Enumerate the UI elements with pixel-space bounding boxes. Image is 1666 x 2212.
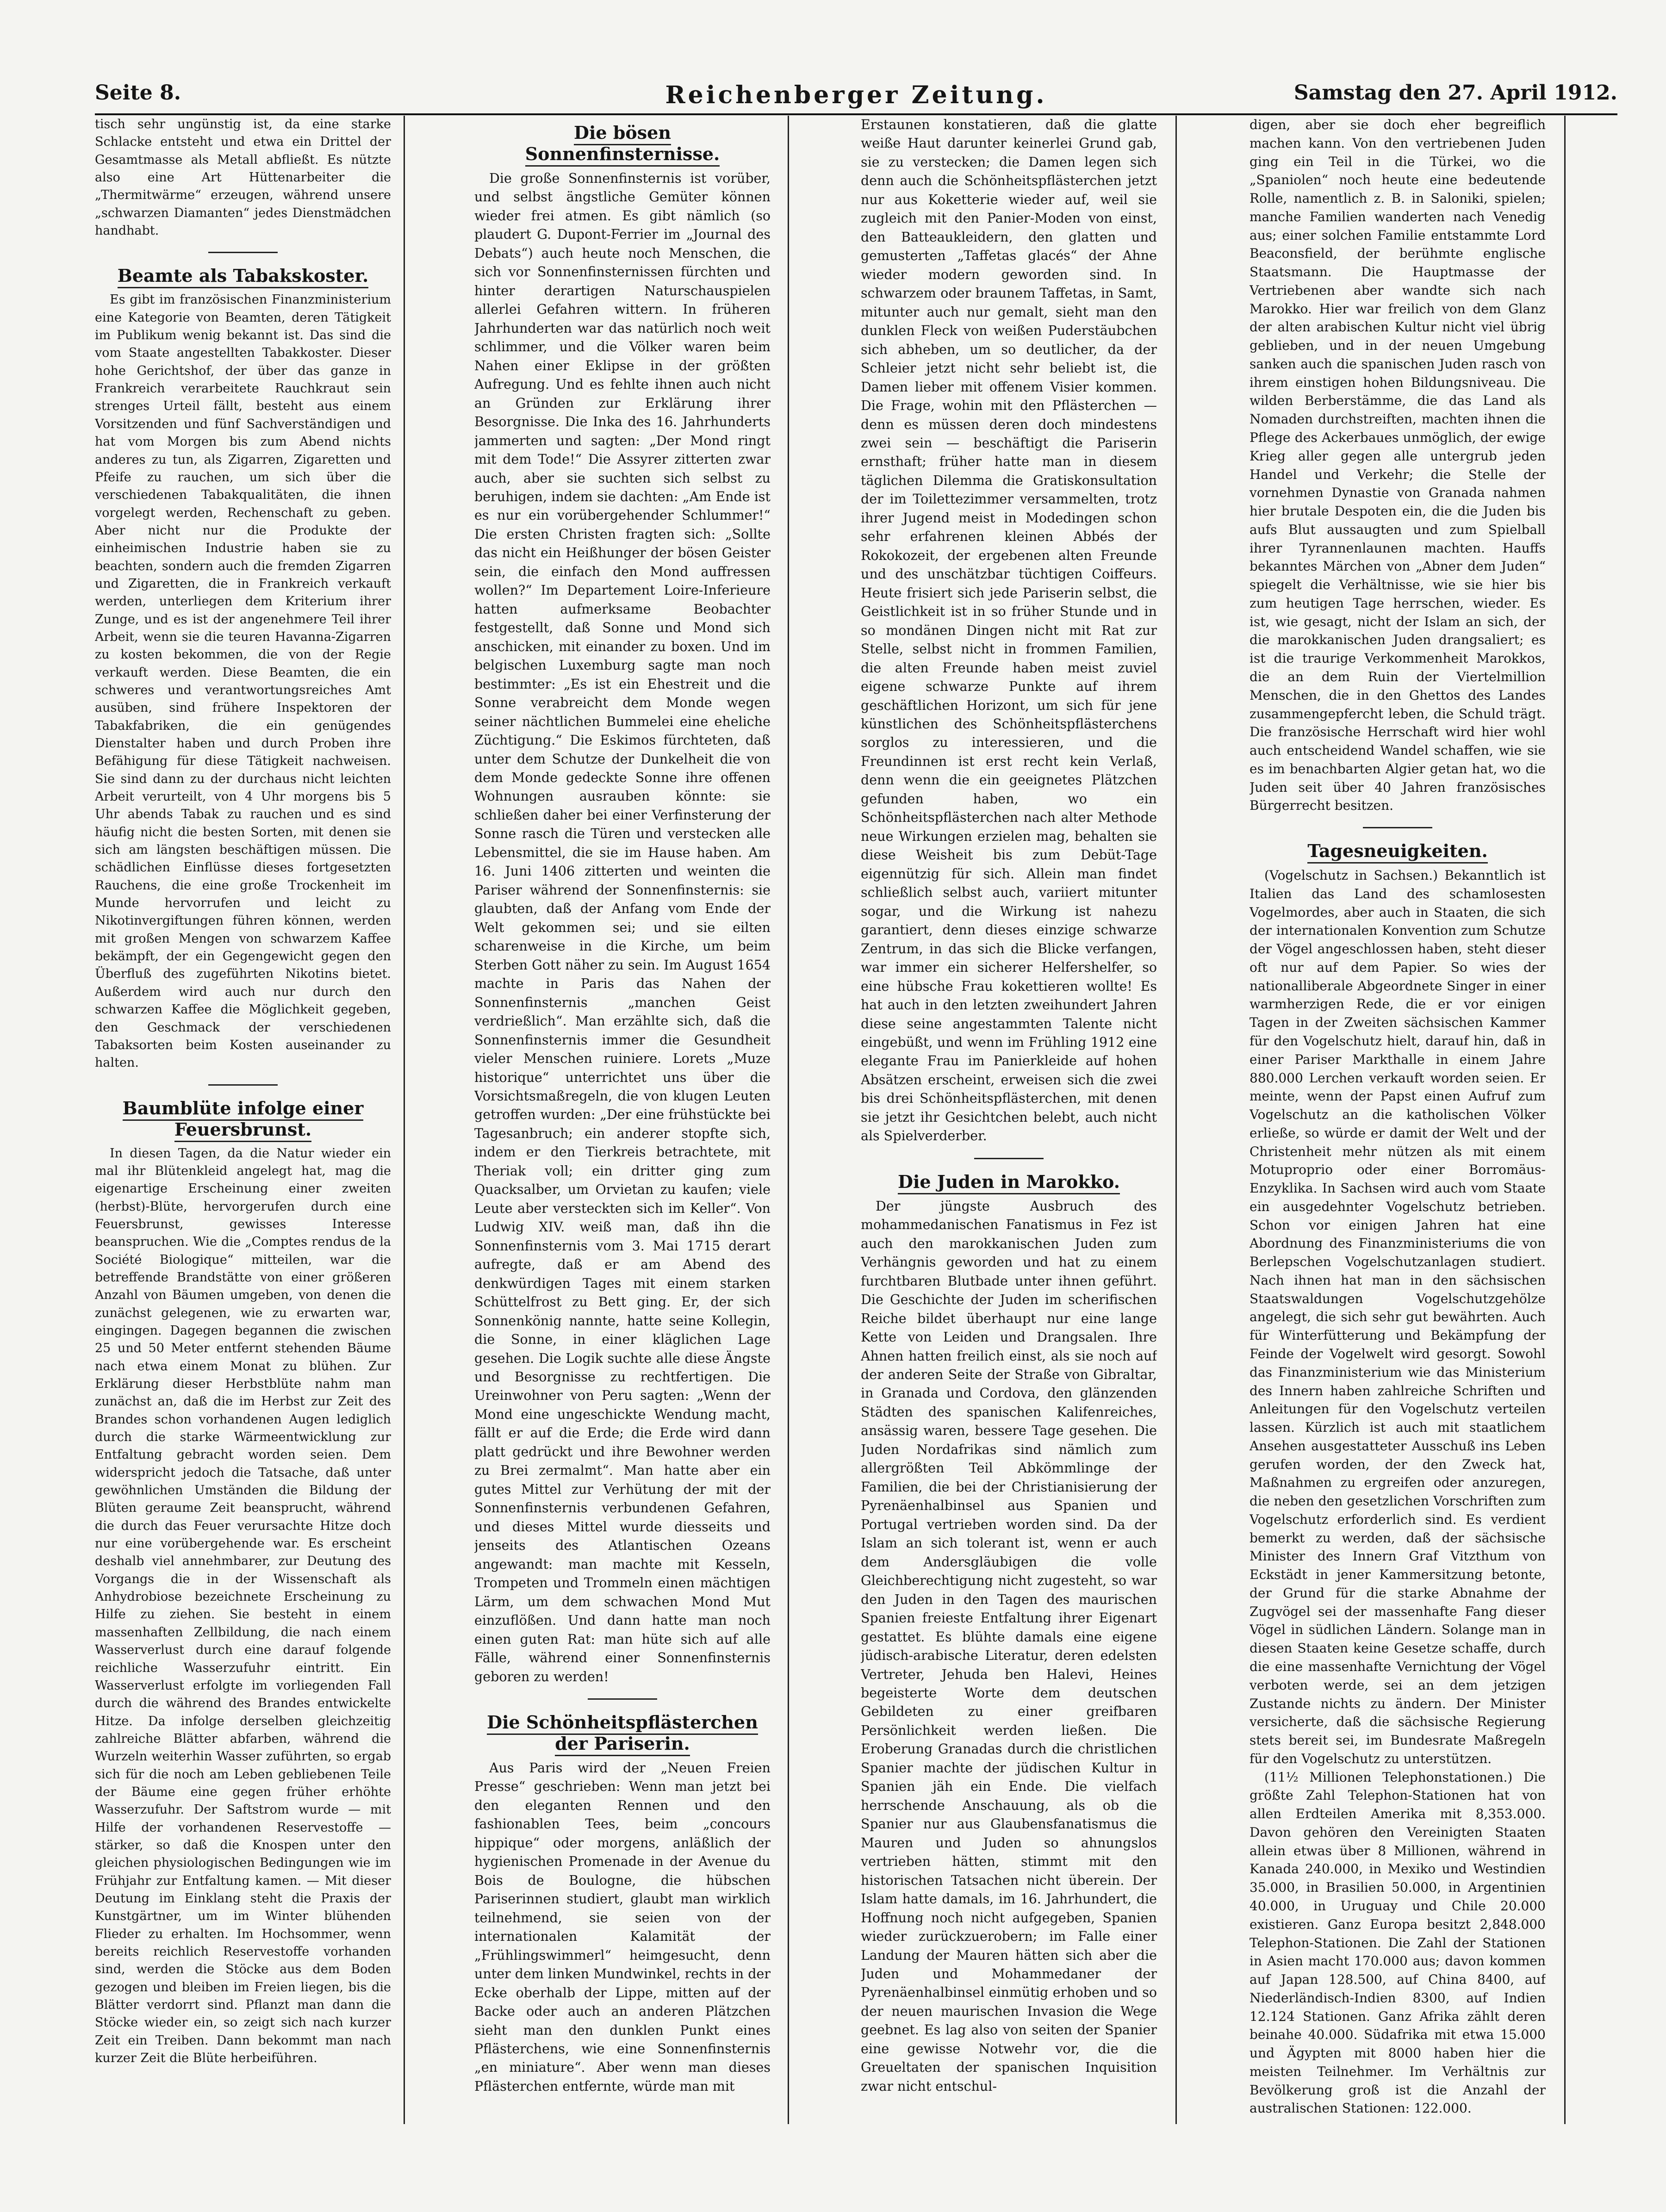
article-heading <box>474 122 771 165</box>
article-paragraph: (Vogelschutz in Sachsen.) Bekanntlich ist Italien das Land des schamlosesten Vogelmordes, aber auch in Staaten, die sich der internationalen Konvention zum Schutze der Vögel angeschlossen haben, steht dieser oft nur auf dem Papier. So wies der nationalliberale Abgeordnete Singer in einer warmherzigen Rede, die er vor einigen Tagen in der Zweiten sächsischen Kammer für den Vogelschutz hielt, darauf hin, daß in einer Pariser Markthalle in einem Jahre 880.000 Lerchen verkauft worden seien. Er meinte, wenn der Papst einen Aufruf zum Vogelschutz an die katholischen Völker erließe, so würde er damit der Welt und der Christenheit mehr nützen als mit einem Motuproprio oder einer Borromäus-Enzyklika. In Sachsen wird auch vom Staate ein ausgedehnter Vogelschutz betrieben. Schon vor einigen Jahren hat eine Abordnung des Finanzministeriums die von Berlepschen Vogelschutzanlagen studiert. Nach ihnen hat man in den sächsischen Staatswaldungen Vogelschutzgehölze angelegt, die sich sehr gut bewährten. Auch für Winterfütterung und Bekämpfung der Feinde der Vogelwelt wird gesorgt. Sowohl das Finanzministerium wie das Ministerium des Innern haben zahlreiche Schriften und Anleitungen für den Vogelschutz verteilen lassen. Kürzlich ist auch mit staatlichem Ansehen ausgestatteter Ausschuß ins Leben gerufen worden, der den Zweck hat, Maßnahmen zu ergreifen oder anzuregen, die neben den gesetzlichen Vorschriften zum Vogelschutz erforderlich sind. Es verdient bemerkt zu werden, daß der sächsische Minister des Innern Graf Vitzthum von Eckstädt in jener Kammersitzung betonte, der Grund für die starke Abnahme der Zugvögel sei der massenhafte Fang dieser Vögel in südlichen Ländern. Solange man in diesen Staaten keine Gesetze schaffe, durch die eine massenhafte Vernichtung der Vögel verboten werde, sei an dem jetzigen Zustande nichts zu ändern. Der Minister versicherte, daß die sächsische Regierung stets bereit sei, im Bundesrate Maßregeln für den Vogelschutz zu unterstützen. <box>1250 868 1546 1766</box>
section-separator <box>208 1084 278 1086</box>
article-paragraph: Der jüngste Ausbruch des mohammedanischen Fanatismus in Fez ist auch den marokkanischen Juden zum Verhängnis geworden und hat zu einem furchtbaren Blutbade unter ihnen geführt. Die Geschichte der Juden im scherifischen Reiche bildet überhaupt nur eine lange Kette von Leiden und Drangsalen. Ihre Ahnen hatten freilich einst, als sie noch auf der anderen Seite der Straße von Gibraltar, in Granada und Cordova, den glänzenden Städten des spanischen Kalifenreiches, ansässig waren, bessere Tage gesehen. Die Juden Nordafrikas sind nämlich zum allergrößten Teil Abkömmlinge der Familien, die bei der Christianisierung der Pyrenäenhalbinsel aus Spanien und Portugal vertrieben worden sind. Da der Islam an sich tolerant ist, wenn er auch dem Andersgläubigen die volle Gleichberechtigung nicht zugesteht, so war den Juden in den Tagen des maurischen Spanien freieste Entfaltung ihrer Eigenart gestattet. Es blühte damals eine eigene jüdisch-arabische Literatur, deren edelsten Vertreter, Jehuda ben Halevi, Heines begeisterte Worte dem deutschen Gebildeten zu einer greifbaren Persönlichkeit werden ließen. Die Eroberung Granadas durch die christlichen Spanier machte der jüdischen Kultur in Spanien jäh ein Ende. Die vielfach herrschende Anschauung, als ob die Spanier nur aus Glaubensfanatismus die Mauren und Juden so ahnungslos vertrieben hätten, stimmt mit den historischen Tatsachen nicht überein. Der Islam hatte damals, im 16. Jahrhundert, die Hoffnung noch nicht aufgegeben, Spanien wieder zurückzuerobern; im Falle einer Landung der Mauren hätten sich aber die Juden und Mohammedaner der Pyrenäenhalbinsel einmütig erhoben und so der neuen maurischen Invasion die Wege geebnet. Es lag also von seiten der Spanier eine gewisse Notwehr vor, die die Greueltaten der spanischen Inquisition zwar nicht entschul- <box>861 1198 1157 2094</box>
article-heading <box>474 1712 771 1754</box>
article-heading <box>95 1098 391 1140</box>
article-paragraph: Aus Paris wird der „Neuen Freien Presse“ geschrieben: Wenn man jetzt bei den eleganten Rennen und den fashionablen Tees, beim „concours hippique“ oder morgens, anläßlich der hygienischen Promenade in der Avenue du Bois de Boulogne, die hübschen Pariserinnen studiert, glaubt man wirklich teilnehmend, sie seien von der internationalen Kalamität der „Frühlingswimmerl“ heimgesucht, denn unter dem linken Mundwinkel, rechts in der Ecke oberhalb der Lippe, mitten auf der Backe oder auch an anderen Plätzchen sieht man den dunklen Punkt eines Pflästerchens, wie eine Sonnenfinsternis „en miniature“. Aber wenn man dieses Pflästerchen entfernte, würde man mit <box>474 1760 771 2094</box>
section-separator <box>974 1158 1044 1159</box>
column-divider <box>788 116 789 2124</box>
column-divider <box>1564 116 1566 2124</box>
article-paragraph: Es gibt im französischen Finanzministerium eine Kategorie von Beamten, deren Tätigkeit im Publikum wenig bekannt ist. Das sind die vom Staate angestellten Tabakkoster. Dieser hohe Gerichtshof, der über das ganze in Frankreich verarbeitete Rauchkraut sein strenges Urteil fällt, besteht aus einem Vorsitzenden und fünf Sachverständigen und hat vom Morgen bis zum Abend nichts anderes zu tun, als Zigarren, Zigaretten und Pfeife zu rauchen, um sich über die verschiedenen Tabakqualitäten, die ihnen vorgelegt werden, Rechenschaft zu geben. Aber nicht nur die Produkte der einheimischen Industrie haben sie zu beachten, sondern auch die fremden Zigarren und Zigaretten, die in Frankreich verkauft werden, unterliegen dem Kriterium ihrer Zunge, und es ist der angenehmere Teil ihrer Arbeit, wenn sie die teuren Havanna-Zigarren zu kosten bekommen, die von der Regie verkauft werden. Diese Beamten, die ein schweres und verantwortungsreiches Amt ausüben, sind frühere Inspektoren der Tabakfabriken, die ein genügendes Dienstalter haben und durch Proben ihre Befähigung für diese Tätigkeit nachweisen. Sie sind dann zu der durchaus nicht leichten Arbeit verurteilt, von 4 Uhr morgens bis 5 Uhr abends Tabak zu rauchen und es sind häufig nicht die besten Sorten, mit denen sie sich am längsten beschäftigen müssen. Die schädlichen Einflüsse dieses fortgesetzten Rauchens, die eine große Trockenheit im Munde hervorrufen und leicht zu Nikotinvergiftungen führen können, werden mit großen Mengen von schwarzem Kaffee bekämpft, der ein Gegengewicht gegen den Überfluß des zugeführten Nikotins bietet. Außerdem wird auch nur durch den schwarzen Kaffee die Möglichkeit gegeben, den Geschmack der verschiedenen Tabaksorten beim Kosten auseinander zu halten. <box>95 292 391 1070</box>
article-paragraph: digen, aber sie doch eher begreiflich machen kann. Von den vertriebenen Juden ging ein Teil in die Türkei, wo die „Spaniolen“ noch heute eine bedeutende Rolle, namentlich z. B. in Saloniki, spielen; manche Familien wanderten nach Venedig aus; einer solchen Familie entstammte Lord Beaconsfield, der berühmte englische Staatsmann. Die Hauptmasse der Vertriebenen aber wandte sich nach Marokko. Hier war freilich von dem Glanz der alten arabischen Kultur nicht viel übrig geblieben, und in der neuen Umgebung sanken auch die spanischen Juden rasch von ihrem einstigen hohen Bildungsniveau. Die wilden Berberstämme, die das Land als Nomaden durchstreiften, machten ihnen die Pflege des Ackerbaues unmöglich, der ewige Krieg aller gegen alle untergrub jeden Handel und Verkehr; die Stelle der vornehmen Dynastie von Granada nahmen hier brutale Despoten ein, die die Juden bis aufs Blut aussaugten und zum Spielball ihrer Tyrannenlaunen machten. Hauffs bekanntes Märchen von „Abner dem Juden“ spiegelt die Verhältnisse, wie sie hier bis zum heutigen Tage herrschen, wieder. Es ist, wie gesagt, nicht der Islam an sich, der die marokkanischen Juden drangsaliert; es ist die traurige Verkommenheit Marokkos, die an dem Ruin der Viertelmillion Menschen, die in den Ghettos des Landes zusammengepfercht leben, die Schuld trägt. Die französische Herrschaft wird hier wohl auch entscheidend Wandel schaffen, wie sie es im benachbarten Algier getan hat, wo die Juden seit über 40 Jahren französisches Bürgerrecht besitzen. <box>1250 117 1546 814</box>
column-2 <box>474 116 771 2119</box>
article-heading-text: Die Juden in Marokko. <box>898 1171 1120 1194</box>
article-paragraph: (11½ Millionen Telephonstationen.) Die größte Zahl Telephon-Stationen hat von allen Erdteilen Amerika mit 8,353.000. Davon gehören den Vereinigten Staaten allein etwas über 8 Millionen, während in Kanada 240.000, in Mexiko und Westindien 35.000, in Brasilien 50.000, in Argentinien 40.000, in Uruguay und Chile 20.000 existieren. Ganz Europa besitzt 2,848.000 Telephon-Stationen. Die Zahl der Stationen in Asien macht 170.000 aus; davon kommen auf Japan 128.500, auf China 8400, auf Niederländisch-Indien 8300, auf Indien 12.124 Stationen. Ganz Afrika zählt deren beinahe 40.000. Südafrika mit etwa 15.000 und Ägypten mit 8000 haben hier die meisten Teilnehmer. Im Verhältnis zur Bevölkerung groß ist die Anzahl der australischen Stationen: 122.000. <box>1250 1769 1546 2116</box>
article-heading-text: Die Schönheitspflästerchen der Pariserin. <box>487 1712 758 1756</box>
section-separator <box>208 252 278 253</box>
article-heading-text: Die bösen Sonnenfinsternisse. <box>525 122 720 167</box>
section-separator <box>588 1698 657 1700</box>
article-paragraph: In diesen Tagen, da die Natur wieder ein mal ihr Blütenkleid angelegt hat, mag die eigenartige Erscheinung einer zweiten (herbst)-Blüte, hervorgerufen durch eine Feuersbrunst, gewisses Interesse beanspruchen. Wie die „Comptes rendus de la Société Biologique“ mitteilen, war die betreffende Brandstätte von einer größeren Anzahl von Bäumen umgeben, von denen die zunächst gelegenen, wie zu erwarten war, eingingen. Dagegen begannen die zwischen 25 und 50 Meter entfernt stehenden Bäume nach etwa einem Monat zu blühen. Zur Erklärung dieser Herbstblüte nahm man zunächst an, daß die im Herbst zur Zeit des Brandes schon vorhandenen Augen lediglich durch die starke Wärmeentwicklung zur Entfaltung gebracht worden seien. Dem widerspricht jedoch die Tatsache, daß unter gewöhnlichen Umständen die Bildung der Blüten geraume Zeit beansprucht, während die durch das Feuer verursachte Hitze doch nur eine vorübergehende war. Es erscheint deshalb viel annehmbarer, zur Deutung des Vorgangs die in der Wissenschaft als Anhydrobiose bezeichnete Erscheinung zu Hilfe zu ziehen. Sie besteht in einem massenhaften Zellbildung, die nach einem Wasserverlust durch eine darauf folgende reichliche Wasserzufuhr eintritt. Ein Wasserverlust erfolgte im vorliegenden Fall durch die während des Brandes entwickelte Hitze. Da infolge derselben gleichzeitig zahlreiche Blätter abfarben, während die Wurzeln weiterhin Wasser zuführten, so ergab sich für die noch am Leben gebliebenen Teile der Bäume eine gegen früher erhöhte Wasserzufuhr. Der Saftstrom wurde — mit Hilfe der vorhandenen Reservestoffe — stärker, so daß die Knospen unter den gleichen physiologischen Bedingungen wie im Frühjahr zur Entfaltung kamen. — Mit dieser Deutung im Einklang steht die Praxis der Kunstgärtner, um im Winter blühenden Flieder zu erhalten. Im Hochsommer, wenn bereits reichlich Reservestoffe vorhanden sind, werden die Stöcke aus dem Boden gezogen und bleiben im Freien liegen, bis die Blätter verdorrt sind. Pflanzt man dann die Stöcke wieder ein, so zeigt sich nach kurzer Zeit ein Treiben. Dann bekommt man nach kurzer Zeit die Blüte herbeiführen. <box>95 1146 391 2066</box>
page-number: Seite 8. <box>95 81 181 105</box>
header-rule <box>95 113 1617 115</box>
article-heading <box>861 1171 1157 1193</box>
column-divider <box>404 116 405 2124</box>
section-separator <box>1363 827 1432 828</box>
article-heading-text: Beamte als Tabakskoster. <box>118 265 369 288</box>
article-heading-text: Tagesneuigkeiten. <box>1307 840 1487 864</box>
issue-date: Samstag den 27. April 1912. <box>1293 81 1617 105</box>
article-heading-text: Baumblüte infolge einer Feuersbrunst. <box>123 1098 364 1142</box>
column-3 <box>861 116 1157 2119</box>
article-paragraph: Erstaunen konstatieren, daß die glatte weiße Haut darunter keinerlei Grund gab, sie zu verstecken; die Damen legen sich denn auch die Schönheitspflästerchen jetzt nur aus Koketterie wieder auf, weil sie zugleich mit den Panier-Moden von einst, den Batteaukleidern, den glatten und gemusterten „Taffetas glacés“ der Ahne wieder modern geworden sind. In schwarzem oder braunem Taffetas, in Samt, mitunter auch nur gemalt, sieht man den dunklen Fleck von weißen Puderstäubchen sich abheben, um so deutlicher, da der Schleier jetzt nicht sehr beliebt ist, die Damen lieber mit offenem Visier kommen. Die Frage, wohin mit den Pflästerchen — denn es müssen deren doch mindestens zwei sein — beschäftigt die Pariserin ernsthaft; früher hatte man in diesem täglichen Dilemma die Gratiskonsultation der im Toilettezimmer versammelten, trotz ihrer Jugend meist in Modedingen schon sehr erfahrenen kleinen Abbés der Rokokozeit, der ergebenen alten Freunde und des unschätzbar tüchtigen Coiffeurs. Heute frisiert sich jede Pariserin selbst, die Geistlichkeit ist in so früher Stunde und in so mondänen Dingen nicht mit Rat zur Stelle, selbst nicht in frommen Familien, die alten Freunde haben meist zuviel eigene schwarze Punkte auf ihrem geschäftlichen Horizont, um sich für jene künstlichen des Schönheitspflästerchens sorglos zu interessieren, und die Freundinnen ist erst recht kein Verlaß, denn wenn die ein geeignetes Plätzchen gefunden haben, wo ein Schönheitspflästerchen nach alter Methode neue Wirkungen erzielen mag, behalten sie diese Weisheit bis zum Debüt-Tage eigennützig für sich. Allein man findet schließlich selbst auch, variiert mitunter sogar, und die Wirkung ist nahezu garantiert, denn dieses einzige schwarze Zentrum, in das sich die Blicke verfangen, war immer ein sicherer Helfershelfer, so eine hübsche Frau kokettieren wollte! Es hat auch in den letzten zweihundert Jahren diese seine angestammten Talente nicht eingebüßt, und wenn im Frühling 1912 eine elegante Frau im Panierkleide auf hohen Absätzen erscheint, erweisen sich die zwei bis drei Schönheitspflästerchen, mit denen sie jetzt ihr Gesichtchen belebt, auch nicht als Spielverderber. <box>861 117 1157 1144</box>
column-4 <box>1250 116 1546 2119</box>
article-paragraph: tisch sehr ungünstig ist, da eine starke Schlacke entsteht und etwa ein Drittel der Gesamtmasse als Metall abfließt. Es nützte also eine Art Hüttenarbeiter die „Thermitwärme“ erzeugen, während unsere „schwarzen Diamanten“ jedes Dienstmädchen handhabt. <box>95 117 391 238</box>
article-paragraph: Die große Sonnenfinsternis ist vorüber, und selbst ängstliche Gemüter können wieder frei atmen. Es gibt nämlich (so plaudert G. Dupont-Ferrier im „Journal des Debats“) auch heute noch Menschen, die sich vor Sonnenfinsternissen fürchten und hinter derartigen Naturschauspielen allerlei Gefahren wittern. In früheren Jahrhunderten war das natürlich noch weit schlimmer, und die Völker waren beim Nahen einer Eklipse in der größten Aufregung. Und es fehlte ihnen auch nicht an Gründen zur Erklärung ihrer Besorgnisse. Die Inka des 16. Jahrhunderts jammerten und sagten: „Der Mond ringt mit dem Tode!“ Die Assyrer zitterten zwar auch, aber sie suchten sich selbst zu beruhigen, indem sie dachten: „Am Ende ist es nur ein vorübergehender Schlummer!“ Die ersten Christen fragten sich: „Sollte das nicht ein Heißhunger der bösen Geister sein, die einfach den Mond auffressen wollen?“ Im Departement Loire-Inferieure hatten aufmerksame Beobachter festgestellt, daß Sonne und Mond sich anschicken, mit einander zu boxen. Und im belgischen Luxemburg sagte man noch bestimmter: „Es ist ein Ehestreit und die Sonne verabreicht dem Monde wegen seiner nächtlichen Bummelei eine eheliche Züchtigung.“ Die Eskimos fürchteten, daß unter dem Schutze der Dunkelheit die von dem Monde gedeckte Sonne ihre offenen Wohnungen ausrauben könnte: sie schließen daher bei einer Verfinsterung der Sonne rasch die Türen und verstecken alle Lebensmittel, die sie im Hause haben. Am 16. Juni 1406 zitterten und weinten die Pariser während der Sonnenfinsternis: sie glaubten, daß der Anfang vom Ende der Welt gekommen sei; und sie eilten scharenweise in die Kirche, um beim Sterben Gott näher zu sein. Im August 1654 machte in Paris das Nahen der Sonnenfinsternis „manchen Geist verdrießlich“. Man erzählte sich, daß die Sonnenfinsternis immer die Gesundheit vieler Menschen ruiniere. Lorets „Muze historique“ unterrichtet uns über die Vorsichtsmaßregeln, die von klugen Leuten getroffen wurden: „Der eine frühstückte bei Tagesanbruch; ein anderer stopfte sich, indem er den Tierkreis betrachtete, mit Theriak voll; ein dritter ging zum Quacksalber, um Orvietan zu kaufen; viele Leute aber versteckten sich im Keller“. Von Ludwig XIV. weiß man, daß ihn die Sonnenfinsternis vom 3. Mai 1715 derart aufregte, daß er am Abend des denkwürdigen Tages mit einem starken Schüttelfrost zu Bett ging. Er, der sich Sonnenkönig nannte, hatte seine Kollegin, die Sonne, in einer kläglichen Lage gesehen. Die Logik suchte alle diese Ängste und Besorgnisse zu rechtfertigen. Die Ureinwohner von Peru sagten: „Wenn der Mond eine ungeschickte Wendung macht, fällt er auf die Erde; die Erde wird dann platt gedrückt und ihre Bewohner werden zu Brei zermalmt“. Man hatte aber ein gutes Mittel zur Verhütung der mit der Sonnenfinsternis verbundenen Gefahren, und dieses Mittel wurde diesseits und jenseits des Atlantischen Ozeans angewandt: man machte mit Kesseln, Trompeten und Trommeln einen mächtigen Lärm, um dem schwachen Mond Mut einzuflößen. Und dann hatte man noch einen guten Rat: man hüte sich auf alle Fälle, während einer Sonnenfinsternis geboren zu werden! <box>474 171 771 1684</box>
article-heading <box>95 265 391 286</box>
column-1 <box>95 116 391 2119</box>
column-divider <box>1175 116 1177 2124</box>
article-heading <box>1250 840 1546 862</box>
newspaper-title: Reichenberger Zeitung. <box>665 81 1047 109</box>
